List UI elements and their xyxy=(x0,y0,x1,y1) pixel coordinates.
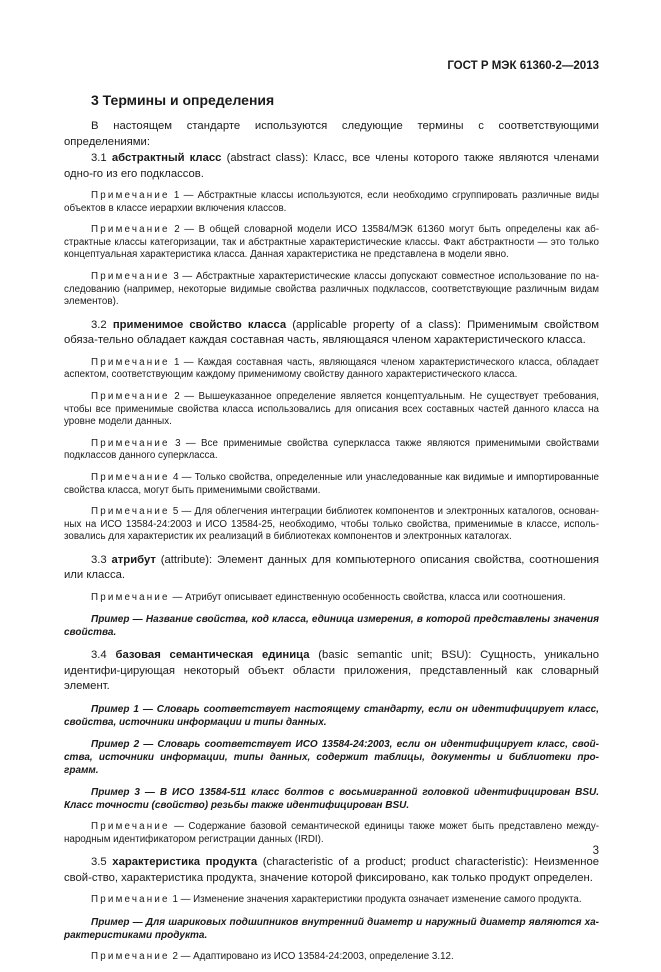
note-text: 3 — Абстрактные характеристические классы допускают совместное использование по на-следованию (например, некоторые видимые свойства различных подклассов, соответствующие различным видам элементов). xyxy=(64,270,599,308)
section-title: 3 Термины и определения xyxy=(91,92,275,108)
note-label: Примечание xyxy=(91,471,170,483)
note xyxy=(64,391,599,429)
term-definition xyxy=(64,553,599,584)
note xyxy=(64,506,599,544)
terms-list xyxy=(64,151,599,963)
note-text: 5 — Для облегчения интеграции библиотек компонентов и электронных каталогов, основан-ных на ИСО 13584-24:2003 и ИСО 13584-25, необходимо, чтобы только свойства, применимые в классе, исполь-зовались для характеристик их реализаций в библиотеках компонентов и электронных каталогах. xyxy=(64,506,599,543)
note-label: Примечание xyxy=(91,820,170,832)
term-number: 3.1 xyxy=(91,152,107,164)
example xyxy=(64,703,599,729)
note-text: 2 — Адаптировано из ИСО 13584-24:2003, определение 3.12. xyxy=(169,950,454,962)
note-text: — Атрибут описывает единственную особенность свойства, класса или соотношения. xyxy=(169,591,566,603)
term-name: абстрактный класс xyxy=(111,152,222,164)
note-label: Примечание xyxy=(91,591,170,603)
example xyxy=(64,916,599,942)
term-text: (attribute): Элемент данных для компьютерного описания свойства, соотношения или класса. xyxy=(64,553,599,582)
example-text: Пример 3 — В ИСО 13584-511 класс болтов с восьмигранной головкой идентифицирован BSU. Класс точности (свойство) резьбы также идентифицирован BSU. xyxy=(64,786,599,811)
note-text: 4 — Только свойства, определенные или унаследованные как видимые и импортированные свойства класса, могут быть применимыми свойствами. xyxy=(64,471,599,496)
term-number: 3.5 xyxy=(91,856,107,869)
term-number: 3.4 xyxy=(91,649,107,662)
note-label: Примечание xyxy=(91,270,170,282)
document-header: ГОСТ Р МЭК 61360-2—2013 xyxy=(447,60,599,72)
note-label: Примечание xyxy=(91,390,170,402)
term-name: характеристика продукта xyxy=(112,856,258,869)
example xyxy=(64,613,599,639)
term-definition xyxy=(64,151,599,182)
term-text: (basic semantic unit; BSU): Сущность, уникально идентифи-цирующая некоторый объект области приложения, представленный как словарный элемент. xyxy=(64,649,600,693)
note-label: Примечание xyxy=(91,356,170,368)
term-name: применимое свойство класса xyxy=(112,318,287,331)
note-text: 3 — Все применимые свойства суперкласса также являются применимыми свойствами подклассов данного суперкласса. xyxy=(64,437,599,462)
note xyxy=(64,224,599,262)
term-text: (characteristic of a product; product characteristic): Неизменное свой-ство, характеристика продукта, значение которой фиксировано, как только продукт определен. xyxy=(64,856,600,884)
term-definition xyxy=(64,648,599,695)
note xyxy=(64,951,599,964)
note-text: 1 — Изменение значения характеристики продукта означает изменение самого продукта. xyxy=(169,894,582,906)
note xyxy=(64,438,599,463)
note-label: Примечание xyxy=(91,894,170,906)
term-text: (abstract class): Класс, все члены которого также являются членами одно-го из его подклассов. xyxy=(64,152,600,180)
note xyxy=(64,472,599,497)
term-number: 3.2 xyxy=(91,318,107,331)
note-text: 1 — Абстрактные классы используются, если необходимо сгруппировать различные виды объектов в классе иерархии включения классов. xyxy=(64,190,599,214)
example-text: Пример — Для шариковых подшипников внутренний диаметр и наружный диаметр являются ха-рактеристиками продукта. xyxy=(64,916,599,941)
term-definition xyxy=(64,855,599,886)
note-text: 1 — Каждая составная часть, являющаяся членом характеристического класса, обладает аспектом, соответствующим каждому применимому свойству данного характеристического класса. xyxy=(64,356,599,381)
note xyxy=(64,894,599,907)
example-text: Пример 2 — Словарь соответствует ИСО 13584-24:2003, если он идентифицирует класс, свой-ства, источники информации, типы данных, содержит таблицы, документы и библиотеки про-грамм. xyxy=(64,738,599,776)
note-text: — Содержание базовой семантической единицы также может быть представлено между-народным идентификатором регистрации данных (IRDI). xyxy=(64,820,599,845)
note-label: Примечание xyxy=(91,506,170,518)
term-name: базовая семантическая единица xyxy=(115,649,310,662)
term-definition xyxy=(64,318,599,349)
note xyxy=(64,357,599,382)
note-label: Примечание xyxy=(91,190,170,201)
example-text: Пример 1 — Словарь соответствует настоящему стандарту, если он идентифицирует класс, свойства, источники информации и типы данных. xyxy=(64,703,599,728)
note xyxy=(64,271,599,309)
note-text: 2 — В общей словарной модели ИСО 13584/МЭК 61360 могут быть определены как аб-страктные классы категоризации, так и абстрактные характеристические классы. Факт абстрактности — это только концептуальная характеристика класса. Данная характеристика не представлена в модели явно. xyxy=(64,224,599,261)
term-name: атрибут xyxy=(111,553,156,566)
note-label: Примечание xyxy=(91,224,170,236)
example xyxy=(64,786,599,812)
page-number: 3 xyxy=(592,845,599,857)
term-number: 3.3 xyxy=(91,553,107,566)
term-text: (applicable property of a class): Применимым свойством обяза-тельно обладает каждая составная часть, являющаяся членом характеристического класса. xyxy=(64,318,600,347)
note xyxy=(64,190,599,215)
example-text: Пример — Название свойства, код класса, единица измерения, в которой представлены значения свойства. xyxy=(64,614,599,639)
note-text: 2 — Вышеуказанное определение является концептуальным. Не существует требования, чтобы все применимые свойства класса использовались для описания всех составных частей данного класса на уровне модели данных. xyxy=(64,390,599,428)
intro-paragraph: В настоящем стандарте используются следующие термины с соответствующими определениями: xyxy=(64,120,599,148)
note-label: Примечание xyxy=(91,950,170,962)
example xyxy=(64,738,599,777)
note-label: Примечание xyxy=(91,437,170,449)
note xyxy=(64,592,599,605)
main-content xyxy=(64,92,599,972)
note xyxy=(64,821,599,846)
